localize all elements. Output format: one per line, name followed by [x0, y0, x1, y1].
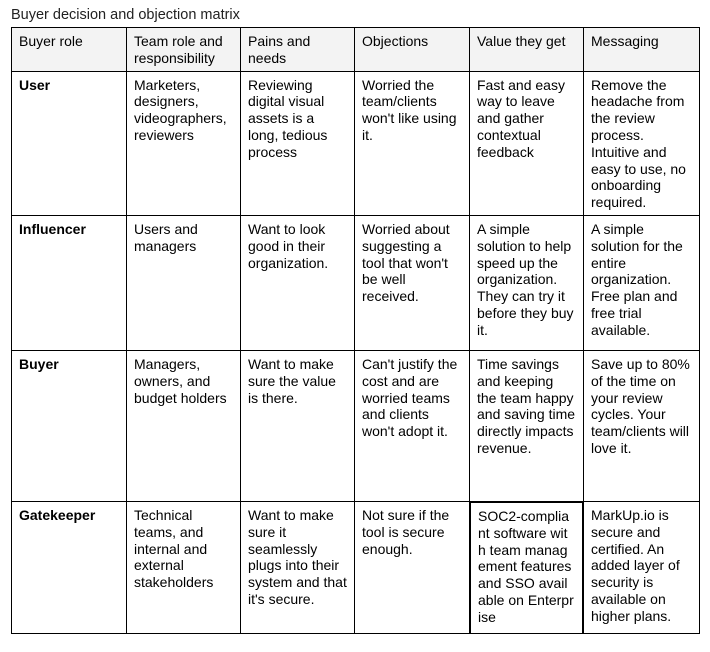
column-header-value: Value they get: [470, 28, 584, 72]
cell-pains: Want to make sure the value is there.: [241, 350, 355, 501]
cell-role: Buyer: [12, 350, 127, 501]
table-row: [12, 71, 700, 215]
cell-value: A simple solution to help speed up the organization. They can try it before they buy it.: [470, 215, 584, 350]
cell-messaging: Save up to 80% of the time on your review cycles. Your team/clients will love it.: [584, 350, 700, 501]
cell-objections: Not sure if the tool is secure enough.: [355, 501, 470, 634]
cell-role: Gatekeeper: [12, 501, 127, 634]
table-row: [12, 501, 700, 634]
cell-objections: Can't justify the cost and are worried teams and clients won't adopt it.: [355, 350, 470, 501]
column-header-pains: Pains and needs: [241, 28, 355, 72]
cell-value: SOC2-compliant software with team management features and SSO available on Enterprise: [470, 502, 583, 634]
cell-pains: Want to look good in their organization.: [241, 215, 355, 350]
cell-objections: Worried about suggesting a tool that won't be well received.: [355, 215, 470, 350]
cell-pains: Reviewing digital visual assets is a long, tedious process: [241, 71, 355, 215]
buyer-matrix-table: [11, 27, 700, 634]
cell-team-role: Technical teams, and internal and external stakeholders: [127, 501, 241, 634]
cell-value: Time savings and keeping the team happy and saving time directly impacts revenue.: [470, 350, 584, 501]
page-title: Buyer decision and objection matrix: [11, 7, 240, 23]
cell-objections: Worried the team/clients won't like using it.: [355, 71, 470, 215]
column-header-team-role: Team role and responsibility: [127, 28, 241, 72]
column-header-messaging: Messaging: [584, 28, 700, 72]
cell-team-role: Managers, owners, and budget holders: [127, 350, 241, 501]
cell-pains: Want to make sure it seamlessly plugs into their system and that it's secure.: [241, 501, 355, 634]
column-header-buyer-role: Buyer role: [12, 28, 127, 72]
cell-role: User: [12, 71, 127, 215]
table-row: [12, 215, 700, 350]
cell-team-role: Marketers, designers, videographers, reviewers: [127, 71, 241, 215]
cell-messaging: MarkUp.io is secure and certified. An added layer of security is available on higher plans.: [584, 501, 700, 634]
cell-team-role: Users and managers: [127, 215, 241, 350]
cell-value: Fast and easy way to leave and gather contextual feedback: [470, 71, 584, 215]
table-row: [12, 350, 700, 501]
column-header-objections: Objections: [355, 28, 470, 72]
cell-messaging: A simple solution for the entire organization. Free plan and free trial available.: [584, 215, 700, 350]
cell-role: Influencer: [12, 215, 127, 350]
cell-messaging: Remove the headache from the review process. Intuitive and easy to use, no onboarding required.: [584, 71, 700, 215]
table-header-row: [12, 28, 700, 72]
